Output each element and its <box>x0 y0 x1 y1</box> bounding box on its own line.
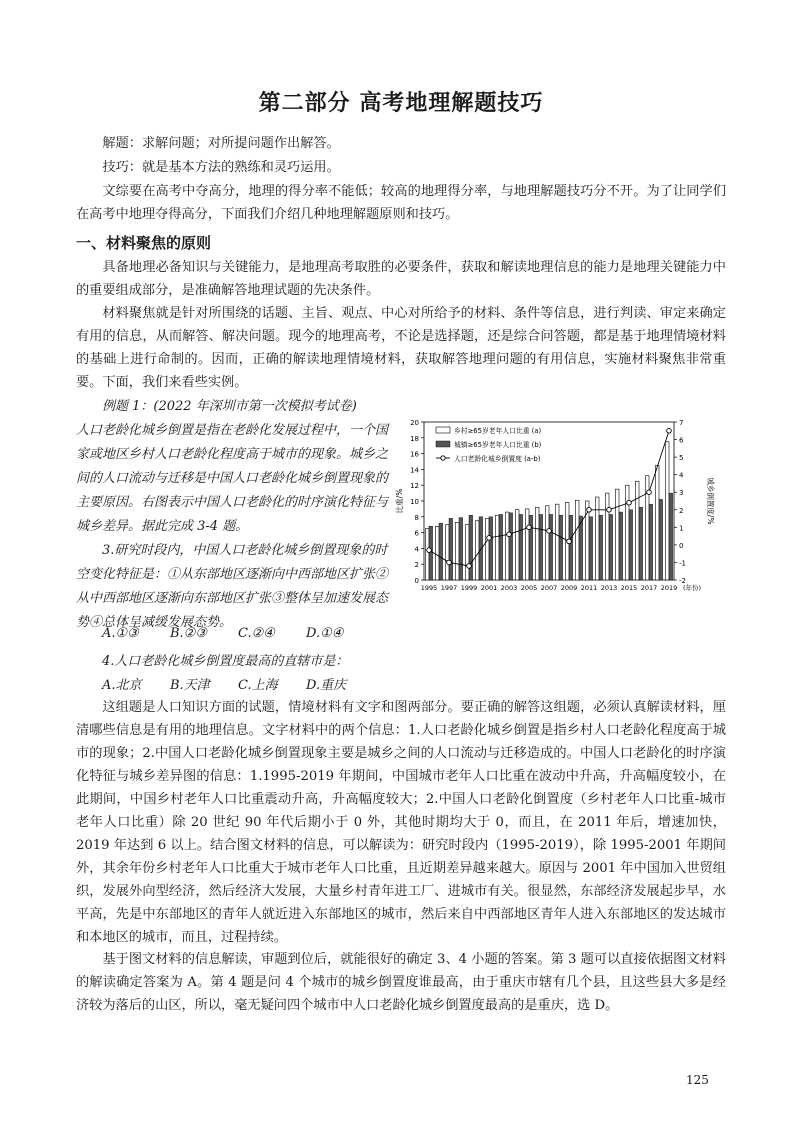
bar-urban <box>609 514 613 580</box>
y-right-axis-label: 城乡倒置度/% <box>706 477 715 525</box>
bar-rural <box>655 465 659 580</box>
point-inversion-degree <box>627 500 632 505</box>
example-heading: 例题 1：(2022 年深圳市第一次模拟考试卷) <box>102 399 357 414</box>
bar-urban <box>639 507 643 580</box>
legend-swatch-urban <box>436 441 450 447</box>
x-tick-label: 2015 <box>620 584 638 592</box>
y-right-tick-label: -2 <box>679 577 686 585</box>
legend-label-urban: 城镇≥65岁老年人口比重 (b) <box>454 441 542 449</box>
bar-urban <box>549 514 553 580</box>
y-right-tick-label: 3 <box>679 489 684 498</box>
legend-swatch-point <box>441 456 445 460</box>
intro-definition-jieti: 解题：求解问题；对所提问题作出解答。 <box>102 136 340 151</box>
legend-label-inversion: 人口老龄化城乡倒置度 (a-b) <box>454 455 541 463</box>
x-tick-label: 2013 <box>600 584 618 592</box>
section-paragraph-1: 具备地理必备知识与关键能力，是地理高考取胜的必要条件，获取和解读地理信息的能力是地理关键能力中的重要组成部分，是准确解答地理试题的先决条件。 <box>76 260 726 298</box>
example-text: 人口老龄化城乡倒置是指在老龄化发展过程中，一个国家或地区乡村人口老龄化程度高于城市的现象。城乡之间的人口流动与迁移是中国人口老龄化城乡倒置现象的主要原因。右图表示中国人口老龄化的时序演化特征与城乡差异。据此完成 3-4 题。 <box>76 423 389 534</box>
x-axis-unit: (年份) <box>682 584 702 592</box>
y-left-tick-label: 10 <box>410 498 419 506</box>
bar-rural <box>465 525 469 580</box>
x-tick-label: 2009 <box>560 584 578 592</box>
x-tick-label: 2017 <box>640 584 658 592</box>
legend-swatch-rural <box>436 427 450 433</box>
page-number: 125 <box>686 1073 709 1087</box>
option[interactable]: A.①③ <box>102 626 139 641</box>
y-right-tick-label: 2 <box>679 506 684 515</box>
point-inversion-degree <box>447 560 452 565</box>
x-tick-label: 1995 <box>420 584 438 592</box>
intro-definition-jiqiao: 技巧：就是基本方法的熟练和灵巧运用。 <box>102 160 340 175</box>
intro-paragraph: 文综要在高考中夺高分，地理的得分率不能低；较高的地理得分率，与地理解题技巧分不开。为了让同学们在高考中地理夺得高分，下面我们介绍几种地理解题原则和技巧。 <box>76 184 726 222</box>
y-right-tick-label: 1 <box>679 524 684 533</box>
point-inversion-degree <box>467 564 472 569</box>
option[interactable]: C.②④ <box>238 626 275 641</box>
x-tick-label: 2001 <box>480 584 498 592</box>
analysis-paragraph-2: 基于图文材料的信息解读，审题到位后，就能很好的确定 3、4 小题的答案。第 3 题可以直接依据图文材料的解读确定答案为 A。第 4 题是问 4 个城市的城乡倒置度谁最高，由于重庆市辖有几个县，且这些县大多是经济较为落后的山区，所以，毫无疑问四个城市中人口老龄化城乡倒置度最高的是重庆，选 D。 <box>76 952 726 1013</box>
bar-urban <box>479 517 483 580</box>
bar-rural <box>625 485 629 580</box>
bar-rural <box>615 489 619 580</box>
option[interactable]: C.上海 <box>238 678 278 693</box>
bar-rural <box>545 506 549 580</box>
y-right-tick-label: -1 <box>679 559 686 568</box>
y-left-tick-label: 18 <box>410 434 419 443</box>
question-4-options <box>102 674 374 693</box>
bar-rural <box>435 526 439 580</box>
point-inversion-degree <box>487 536 492 541</box>
point-inversion-degree <box>587 507 592 512</box>
x-tick-label: 2007 <box>540 584 558 592</box>
bar-rural <box>525 509 529 580</box>
y-left-tick-label: 4 <box>414 545 419 554</box>
section-paragraph-2: 材料聚焦就是针对所围绕的话题、主旨、观点、中心对所给予的材料、条件等信息，进行判读、审定来确定有用的信息，从而解答、解决问题。现今的地理高考，不论是选择题，还是综合问答题，都是基于地理情境材料的基础上进行命制的。因而，正确的解读地理情境材料，获取解答地理问题的有用信息，实施材料聚焦非常重要。下面，我们来看些实例。 <box>76 306 726 390</box>
bar-rural <box>665 442 669 580</box>
y-right-tick-label: 4 <box>679 471 684 480</box>
x-tick-label: 1997 <box>440 584 458 592</box>
question-3-options <box>102 626 374 641</box>
bar-rural <box>605 493 609 580</box>
bar-rural <box>445 525 449 580</box>
bar-urban <box>589 517 593 580</box>
bar-urban <box>669 493 673 580</box>
bar-rural <box>555 504 559 580</box>
example-block <box>76 395 392 635</box>
bar-rural <box>495 515 499 580</box>
bar-urban <box>459 518 463 580</box>
y-left-tick-label: 14 <box>410 466 419 475</box>
option[interactable]: D.重庆 <box>306 678 347 693</box>
point-inversion-degree <box>547 529 552 534</box>
bar-urban <box>649 504 653 580</box>
y-left-axis-label: 比重/% <box>395 488 404 514</box>
bar-urban <box>569 515 573 580</box>
question-4: 4.人口老龄化城乡倒置度最高的直辖市是： <box>102 654 349 669</box>
y-right-tick-label: 7 <box>679 419 684 427</box>
legend-label-rural: 乡村≥65岁老年人口比重 (a) <box>454 427 542 435</box>
bar-rural <box>475 521 479 580</box>
bar-rural <box>505 512 509 580</box>
bar-urban <box>599 515 603 580</box>
bar-rural <box>635 481 639 580</box>
page-title: 第二部分 高考地理解题技巧 <box>258 91 544 116</box>
bar-rural <box>425 529 429 580</box>
point-inversion-degree <box>667 428 672 433</box>
y-left-tick-label: 0 <box>414 577 419 585</box>
bar-urban <box>429 526 433 580</box>
y-left-tick-label: 20 <box>410 419 419 427</box>
bar-urban <box>619 512 623 580</box>
bar-urban <box>469 515 473 580</box>
bar-rural <box>535 507 539 580</box>
bar-urban <box>579 516 583 580</box>
bar-rural <box>455 522 459 580</box>
point-inversion-degree <box>527 525 532 530</box>
aging-chart <box>392 410 722 604</box>
y-left-tick-label: 16 <box>410 450 419 459</box>
question-3: 3.研究时段内，中国人口老龄化城乡倒置现象的时空变化特征是：①从东部地区逐渐向中西部地区扩张②从中西部地区逐渐向东部地区扩张③整体呈加速发展态势④总体呈减缓发展态势。 <box>76 543 389 630</box>
bar-urban <box>559 515 563 580</box>
x-tick-label: 2005 <box>520 584 538 592</box>
y-left-tick-label: 6 <box>414 529 419 538</box>
y-left-tick-label: 8 <box>414 513 419 522</box>
aging-chart-svg <box>392 410 722 600</box>
bar-urban <box>539 514 543 580</box>
x-tick-label: 2011 <box>580 584 598 592</box>
point-inversion-degree <box>567 539 572 544</box>
y-left-tick-label: 12 <box>410 482 419 491</box>
point-inversion-degree <box>647 490 652 495</box>
option[interactable]: B.②③ <box>170 626 207 641</box>
bar-urban <box>629 510 633 580</box>
y-left-tick-label: 2 <box>414 561 419 570</box>
x-tick-label: 1999 <box>460 584 478 592</box>
y-right-tick-label: 5 <box>679 454 684 463</box>
bar-rural <box>515 510 519 580</box>
bar-urban <box>509 513 513 580</box>
bar-rural <box>575 500 579 580</box>
point-inversion-degree <box>427 548 432 553</box>
bar-urban <box>519 514 523 580</box>
analysis-paragraph-1: 这组题是人口知识方面的试题，情境材料有文字和图两部分。要正确的解答这组题，必须认真解读材料，厘清哪些信息是有用的地理信息。文字材料中的两个信息：1.人口老龄化城乡倒置是指乡村人口老龄化程度高于城市的现象；2.中国人口老龄化城乡倒置现象主要是城乡之间的人口流动与迁移造成的。中国人口老龄化的时序演化特征与城乡差异图的信息：1.1995-2019 年期间，中国城市老年人口比重在波动中升高，升高幅度较小，在此期间，中国乡村老年人口比重震动升高，升高幅度较大；2.中国人口老龄化倒置度（乡村老年人口比重-城市老年人口比重）除 20 世纪 90 年代后期小于 0 外，其他时期均大于 0，而且，在 2011 年后，增速加快，2019 年达到 6 以上。结合图文材料的信息，可以解读为：研究时段内（1995-2019），除 1995-2001 年期间外，其余年份乡村老年人口比重大于城市老年人口比重，且近期差异越来越大。原因与 2001 年中国加入世贸组织，发展外向型经济，然后经济大发展，大量乡村青年进工厂、进城市有关。很显然，东部经济发展起步早，水平高，先是中东部地区的青年人就近进入东部地区的城市，然后来自中西部地区青年人进入东部地区的发达城市和本地区的城市，而且，过程持续。 <box>76 700 726 945</box>
option[interactable]: B.天津 <box>170 678 210 693</box>
y-right-tick-label: 6 <box>679 436 684 445</box>
bar-urban <box>499 514 503 580</box>
option[interactable]: D.①④ <box>306 626 344 641</box>
x-tick-label: 2003 <box>500 584 518 592</box>
bar-urban <box>489 517 493 580</box>
point-inversion-degree <box>607 507 612 512</box>
bar-urban <box>449 518 453 580</box>
section-heading: 一、材料聚焦的原则 <box>76 234 212 252</box>
option[interactable]: A.北京 <box>102 678 142 693</box>
y-right-tick-label: 0 <box>679 541 684 550</box>
bar-urban <box>439 523 443 580</box>
point-inversion-degree <box>507 532 512 537</box>
bar-rural <box>485 518 489 580</box>
x-tick-label: 2019 <box>660 584 678 592</box>
bar-urban <box>659 499 663 580</box>
